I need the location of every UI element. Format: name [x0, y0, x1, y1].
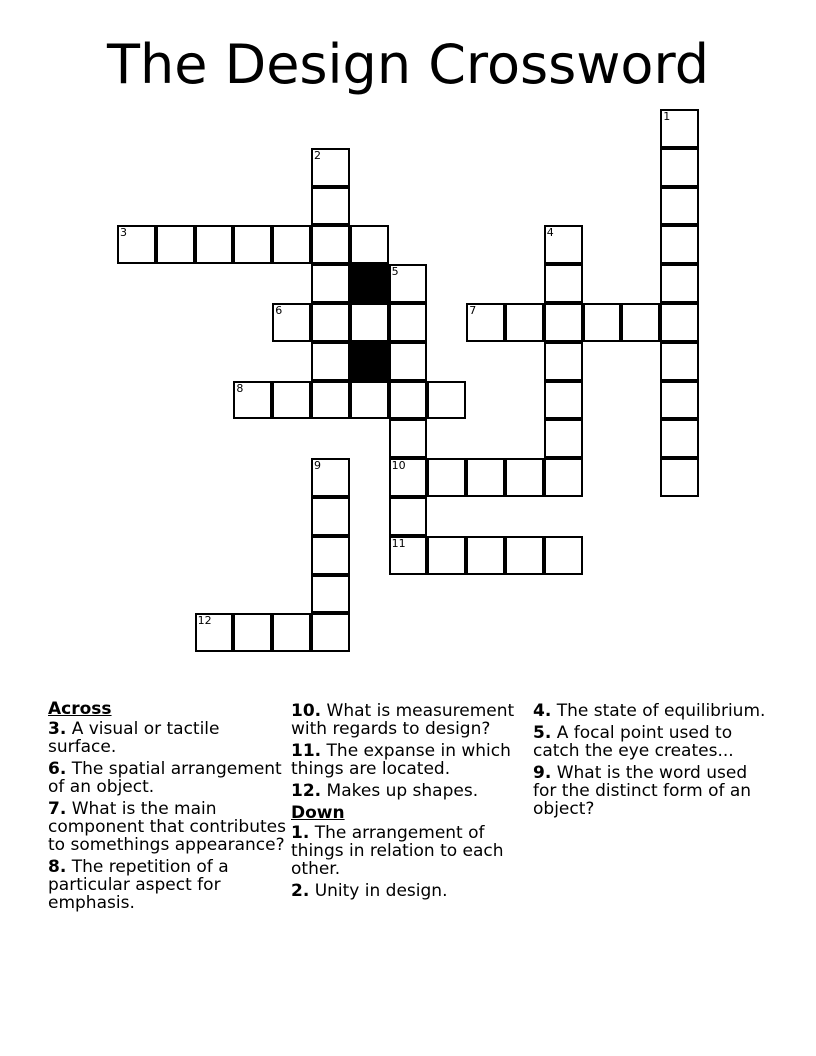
- clue-across-12: 12. Makes up shapes.: [291, 781, 479, 801]
- clue-across-11: 11. The expanse in which things are located.: [291, 741, 511, 779]
- crossword-cell[interactable]: [311, 381, 350, 420]
- crossword-cell[interactable]: [311, 342, 350, 381]
- crossword-cell[interactable]: [505, 458, 544, 497]
- crossword-cell[interactable]: [233, 613, 272, 652]
- crossword-cell[interactable]: [427, 536, 466, 575]
- crossword-cell[interactable]: [195, 225, 234, 264]
- clue-across-7: 7. What is the main component that contributes to somethings appearance?: [48, 799, 286, 855]
- clue-down-5: 5. A focal point used to catch the eye creates...: [533, 723, 734, 761]
- crossword-cell[interactable]: [505, 536, 544, 575]
- crossword-cell[interactable]: [311, 187, 350, 226]
- crossword-cell[interactable]: [660, 303, 699, 342]
- crossword-cell[interactable]: [466, 536, 505, 575]
- crossword-cell[interactable]: [660, 187, 699, 226]
- crossword-cell[interactable]: [350, 225, 389, 264]
- crossword-cell[interactable]: [389, 342, 428, 381]
- crossword-cell[interactable]: [466, 303, 505, 342]
- crossword-cell[interactable]: [389, 497, 428, 536]
- crossword-cell[interactable]: [311, 536, 350, 575]
- crossword-cell[interactable]: [233, 225, 272, 264]
- clues-column-1: [48, 700, 288, 916]
- clue-number: 8: [236, 381, 244, 395]
- across-heading: Across: [48, 699, 112, 719]
- crossword-cell[interactable]: [311, 225, 350, 264]
- clue-number: 10: [391, 459, 406, 473]
- crossword-cell[interactable]: [272, 613, 311, 652]
- clue-number: 9: [314, 459, 321, 473]
- crossword-cell[interactable]: [544, 225, 583, 264]
- crossword-cell[interactable]: [544, 342, 583, 381]
- crossword-cell[interactable]: [350, 381, 389, 420]
- crossword-cell[interactable]: [583, 303, 622, 342]
- crossword-cell[interactable]: [660, 225, 699, 264]
- page-title: The Design Crossword: [107, 33, 709, 96]
- crossword-cell[interactable]: [272, 303, 311, 342]
- crossword-cell[interactable]: [427, 381, 466, 420]
- crossword-cell[interactable]: [660, 264, 699, 303]
- clue-number: 4: [546, 226, 554, 240]
- crossword-block: [350, 264, 389, 303]
- crossword-cell[interactable]: [156, 225, 195, 264]
- crossword-cell[interactable]: [427, 458, 466, 497]
- clue-number: 6: [275, 304, 283, 317]
- clue-down-9: 9. What is the word used for the distinct form of an object?: [533, 763, 752, 819]
- crossword-cell[interactable]: [195, 613, 234, 652]
- crossword-cell[interactable]: [544, 381, 583, 420]
- clue-number: 3: [120, 226, 127, 240]
- crossword-cell[interactable]: [660, 381, 699, 420]
- clue-across-6: 6. The spatial arrangement of an object.: [48, 759, 282, 797]
- crossword-cell[interactable]: [544, 419, 583, 458]
- crossword-cell[interactable]: [311, 575, 350, 614]
- crossword-cell[interactable]: [389, 303, 428, 342]
- clue-across-10: 10. What is measurement with regards to design?: [291, 701, 515, 739]
- crossword-cell[interactable]: [272, 225, 311, 264]
- crossword-cell[interactable]: [389, 536, 428, 575]
- crossword-cell[interactable]: [233, 381, 272, 420]
- crossword-cell[interactable]: [389, 458, 428, 497]
- crossword-cell[interactable]: [272, 381, 311, 420]
- crossword-cell[interactable]: [311, 458, 350, 497]
- crossword-cell[interactable]: [389, 381, 428, 420]
- crossword-cell[interactable]: [544, 458, 583, 497]
- crossword-cell[interactable]: [311, 613, 350, 652]
- crossword-cell[interactable]: [311, 264, 350, 303]
- crossword-cell[interactable]: [544, 536, 583, 575]
- crossword-cell[interactable]: [660, 419, 699, 458]
- clue-down-1: 1. The arrangement of things in relation to each other.: [291, 823, 504, 879]
- crossword-cell[interactable]: [660, 342, 699, 381]
- crossword-cell[interactable]: [621, 303, 660, 342]
- clues-column-3: [533, 702, 773, 822]
- clues-column-2: [291, 702, 531, 904]
- clue-number: 7: [469, 304, 477, 317]
- clue-down-4: 4. The state of equilibrium.: [533, 701, 766, 721]
- crossword-cell[interactable]: [389, 264, 428, 303]
- crossword-cell[interactable]: [389, 419, 428, 458]
- clue-across-3: 3. A visual or tactile surface.: [48, 719, 220, 757]
- crossword-cell[interactable]: [311, 148, 350, 187]
- crossword-cell[interactable]: [544, 303, 583, 342]
- crossword-cell[interactable]: [466, 458, 505, 497]
- clue-across-8: 8. The repetition of a particular aspect for emphasis.: [48, 857, 229, 913]
- clue-number: 5: [391, 265, 399, 279]
- crossword-cell[interactable]: [311, 497, 350, 536]
- crossword-cell[interactable]: [660, 148, 699, 187]
- crossword-cell[interactable]: [544, 264, 583, 303]
- clue-number: 2: [314, 148, 321, 162]
- crossword-cell[interactable]: [505, 303, 544, 342]
- down-heading: Down: [291, 803, 345, 823]
- crossword-cell[interactable]: [311, 303, 350, 342]
- clue-number: 11: [391, 536, 406, 550]
- crossword-cell[interactable]: [350, 303, 389, 342]
- clue-number: 1: [663, 110, 671, 123]
- clue-number: 12: [197, 614, 212, 628]
- crossword-cell[interactable]: [660, 109, 699, 148]
- crossword-cell[interactable]: [660, 458, 699, 497]
- crossword-cell[interactable]: [117, 225, 156, 264]
- clue-down-2: 2. Unity in design.: [291, 881, 448, 901]
- crossword-block: [350, 342, 389, 381]
